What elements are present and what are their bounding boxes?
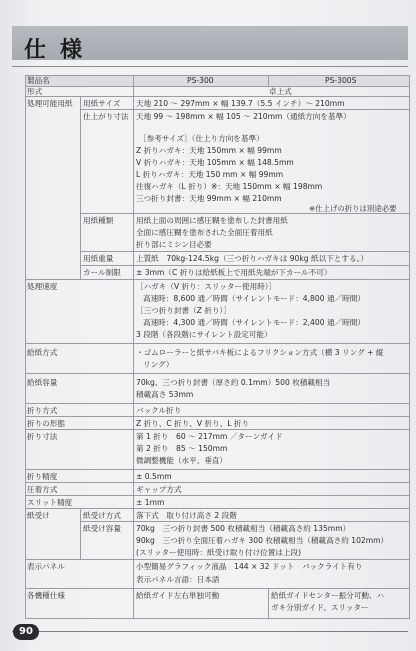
- output-method-value: 落下式 取り付け高さ 2 段階: [136, 511, 237, 520]
- output-capacity-label: 紙受け容量: [83, 524, 121, 533]
- slit-value: ± 1mm: [136, 498, 165, 507]
- panel-line: 小型簡易グラフィック液晶 144 × 32 ドット バックライト有り: [136, 562, 363, 571]
- panel-line: 表示パネル言語：日本語: [136, 575, 220, 584]
- table-row: [25, 496, 409, 509]
- weight-label: 用紙重量: [83, 254, 114, 263]
- header-label: 製品名: [27, 76, 50, 85]
- divider: [133, 75, 134, 97]
- feed-capacity-line: 積載高さ 53mm: [136, 390, 194, 399]
- finish-line: 天地 99 ～ 198mm × 幅 105 ～ 210mm（通紙方向を基準）: [136, 112, 351, 121]
- page-number: 90: [13, 624, 39, 640]
- fold-shape-value: Z 折り、C 折り、V 折り、L 折り: [136, 419, 250, 428]
- fold-method-label: 折り方式: [27, 406, 58, 415]
- feed-method-line: ・ゴムローラーと紙サバキ板によるフリクション方式（横 3 リング + 縦: [136, 348, 384, 357]
- fold-method-value: バックル折り: [136, 406, 182, 415]
- finish-line: ［参考サイズ］（仕上り方向を基準）: [139, 134, 264, 143]
- fold-size-label: 折り寸法: [27, 432, 58, 441]
- paper-group-label: 処理可能用紙: [27, 99, 73, 108]
- fold-size-line: 第 2 折り 85 ～ 150mm: [136, 444, 228, 453]
- speed-line: 3 段階（各段階にサイレント設定可能）: [136, 330, 272, 339]
- options-ps300s-line: 給紙ガイドセンター振分可動、ハ: [271, 591, 385, 600]
- output-capacity-line: 70kg 三つ折り封書 500 枚積載相当（積載高さ約 135mm）: [136, 524, 351, 533]
- press-value: ギャップ方式: [136, 485, 182, 494]
- feed-capacity-label: 給紙容量: [27, 378, 58, 387]
- output-capacity-line: 90kg 三つ折り全面圧着ハガキ 300 枚積載相当（積載高さ約 102mm）: [136, 536, 389, 545]
- finish-line: 三つ折り封書：天地 99mm × 幅 210mm: [136, 194, 282, 203]
- slit-label: スリット精度: [27, 498, 73, 507]
- table-left-border: [25, 75, 26, 619]
- page-title: 仕様: [24, 38, 97, 63]
- divider: [268, 589, 269, 619]
- feed-method-line: リング）: [143, 360, 174, 369]
- fold-shape-label: 折りの形態: [27, 419, 65, 428]
- speed-line: 高速時：8,600 通／時間（サイレントモード：4,800 通／時間）: [143, 294, 365, 303]
- output-method-label: 紙受け方式: [83, 511, 121, 520]
- divider: [133, 280, 134, 509]
- table-row: [80, 509, 409, 522]
- header-ps300s: PS-300S: [325, 76, 357, 85]
- options-ps300: 給紙ガイド左右単独可動: [136, 591, 220, 600]
- options-label: 各機種仕様: [27, 591, 65, 600]
- press-label: 圧着方式: [27, 485, 58, 494]
- finish-line: 往復ハガキ（L 折り）※：天地 150mm × 幅 198mm: [136, 182, 323, 191]
- table-row: [25, 404, 409, 417]
- form-label: 形式: [27, 87, 43, 96]
- divider: [133, 560, 134, 619]
- table-row: [25, 87, 409, 97]
- kind-line: 折り部にミシン目必要: [136, 240, 212, 249]
- feed-method-label: 給紙方式: [27, 348, 58, 357]
- panel-label: 表示パネル: [27, 562, 65, 571]
- fold-precision-label: 折り精度: [27, 472, 58, 481]
- footer-rule: [12, 631, 408, 632]
- size-label: 用紙サイズ: [83, 99, 121, 108]
- finish-note: ※仕上げの折りは別途必要: [309, 204, 397, 213]
- output-capacity-line: (スリッター使用時：紙受け取り付け位置は上段): [136, 548, 302, 557]
- finish-line: V 折りハガキ：天地 105mm × 幅 148.5mm: [136, 158, 294, 167]
- options-ps300s-line: ガキ分別ガイド、スリッター: [271, 603, 369, 612]
- divider: [133, 509, 134, 560]
- title-rule: [12, 66, 408, 67]
- table-row: [25, 483, 409, 496]
- output-group-label: 紙受け: [27, 511, 50, 520]
- form-value: 卓上式: [269, 87, 292, 96]
- curl-label: カール制限: [83, 268, 121, 277]
- curl-value: ± 3mm（C 折りは給紙板上で用紙先端が下カール不可）: [136, 268, 332, 277]
- kind-line: 用紙上面の周囲に感圧糊を塗布した封書用紙: [136, 216, 288, 225]
- size-value: 天地 210 ～ 297mm × 幅 139.7（5.5 インチ）～ 210mm: [136, 99, 345, 108]
- fold-precision-value: ± 0.5mm: [136, 472, 172, 481]
- divider: [268, 75, 269, 87]
- finish-line: L 折りハガキ：天地 150 mm × 幅 99mm: [136, 170, 284, 179]
- header-ps300: PS-300: [187, 76, 214, 85]
- table-right-border: [409, 75, 410, 619]
- feed-capacity-line: 70kg、三つ折り封書（厚さ約 0.1mm）500 枚積載相当: [136, 378, 331, 387]
- weight-value: 上質紙 70kg-124.5kg（三つ折りハガキは 90kg 紙以下とする。）: [136, 254, 368, 263]
- speed-line: 高速時：4,300 通／時間（サイレントモード：2,400 通／時間）: [143, 318, 365, 327]
- speed-label: 処理速度: [27, 282, 58, 291]
- finish-line: Z 折りハガキ：天地 150mm × 幅 99mm: [136, 146, 282, 155]
- kind-label: 用紙種類: [83, 216, 114, 225]
- divider: [133, 97, 134, 280]
- speed-line: ［ハガキ（V 折り：スリッター使用時）］: [136, 282, 277, 291]
- fold-size-line: 第 1 折り 60 ～ 217mm ／ターンガイド: [136, 432, 283, 441]
- speed-line: ［三つ折り封書（Z 折り）］: [136, 306, 231, 315]
- finish-label: 仕上がり寸法: [83, 112, 129, 121]
- fold-size-line: 微調整機能（水平、垂直）: [136, 456, 228, 465]
- kind-line: 全面に感圧糊を塗布された全面圧着用紙: [136, 228, 273, 237]
- table-row: [25, 470, 409, 483]
